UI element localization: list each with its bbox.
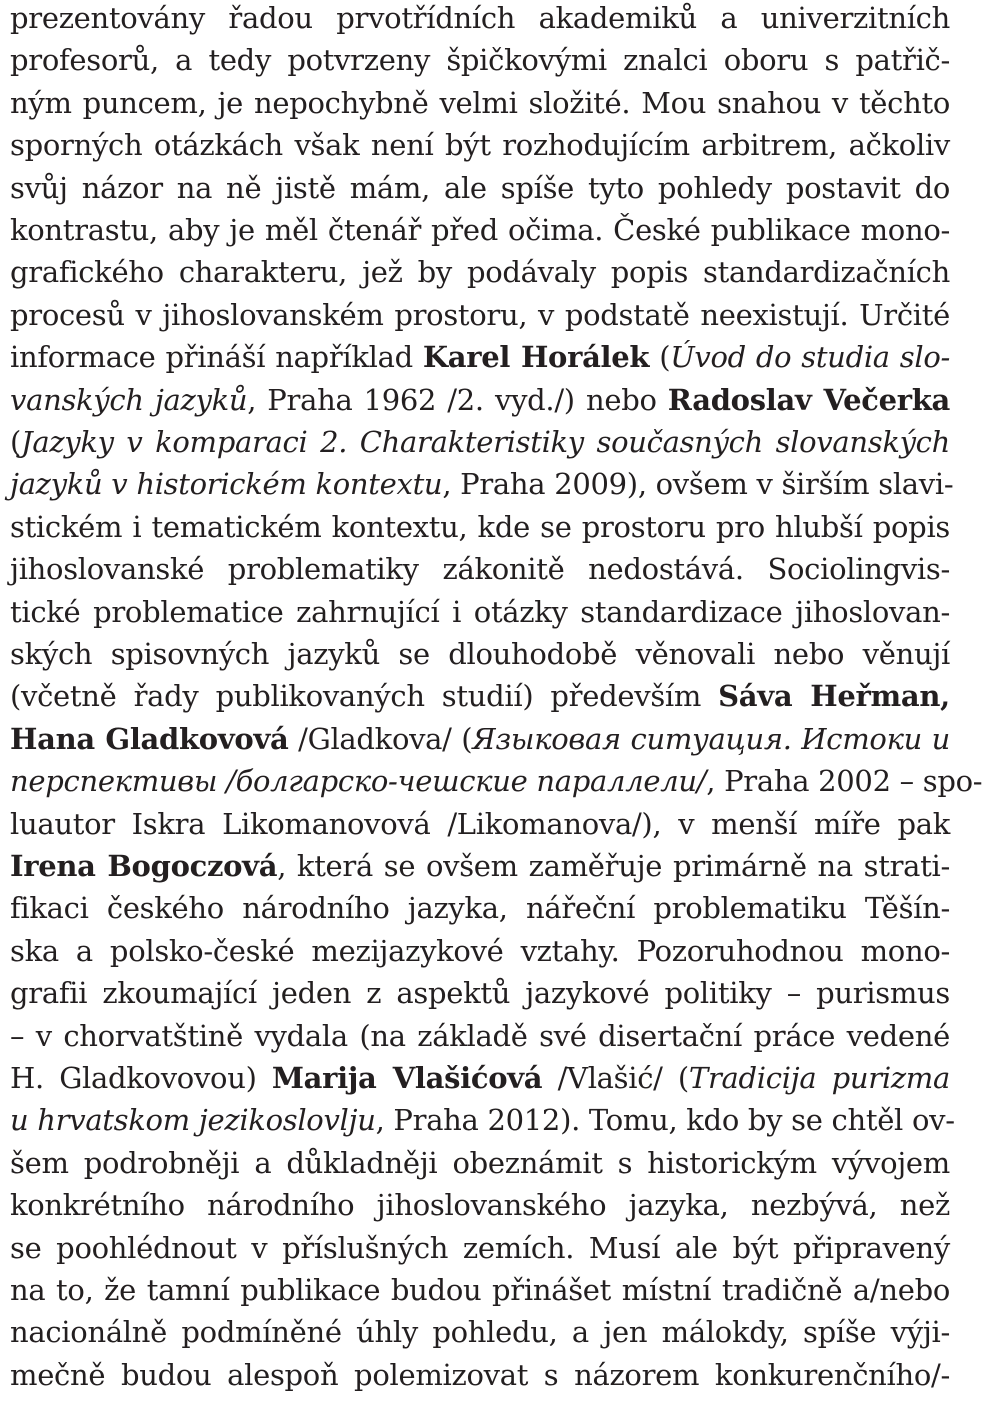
italic-title: vanských jazyků	[10, 382, 248, 417]
body-text: svůj názor na ně jistě mám, ale spíše tyto pohledy postavit do	[10, 170, 950, 205]
text-line	[10, 464, 954, 504]
text-line	[10, 83, 950, 123]
body-text: prezentovány řadou prvotřídních akademiků a univerzitních	[10, 1, 950, 35]
body-text: ným puncem, je nepochybně velmi složité. Mou snahou v těchto	[10, 85, 950, 120]
text-line	[10, 1228, 950, 1268]
body-text: ských spisovných jazyků se dlouhodobě věnovali nebo věnují	[10, 637, 950, 671]
italic-title: u hrvatskom jezikoslovlju	[10, 1103, 376, 1138]
body-text: , Praha 2009), ovšem v širším slavi-	[442, 467, 954, 502]
italic-title: Tradicija purizma	[688, 1061, 950, 1095]
text-line	[10, 1355, 950, 1395]
body-text: procesů v jihoslovanském prostoru, v podstatě neexistují. Určité	[10, 297, 950, 332]
body-text: /Vlašić/ (	[542, 1061, 689, 1095]
body-text: mečně budou alespoň polemizovat s názorem konkurenčního/-	[10, 1357, 950, 1392]
bold-name: Karel Horálek	[422, 340, 650, 375]
text-line	[10, 931, 950, 971]
text-line	[10, 40, 950, 80]
text-line	[10, 422, 950, 462]
bold-name: Sáva Heřman,	[718, 679, 950, 714]
body-text: jihoslovanské problematiky zákonitě nedostává. Sociolingvis-	[10, 552, 950, 587]
body-text: H. Gladkovovou)	[10, 1061, 272, 1095]
text-line	[10, 1185, 950, 1225]
body-text: tické problematice zahrnující i otázky standardizace jihoslovan-	[10, 594, 950, 629]
body-text: nacionálně podmíněné úhly pohledu, a jen málokdy, spíše výji-	[10, 1315, 950, 1350]
body-text: fikaci českého národního jazyka, nářeční problematiku Těšín-	[10, 891, 950, 926]
text-line	[10, 295, 950, 335]
bold-name: Marija Vlašićová	[271, 1061, 543, 1095]
bold-name: Radoslav Večerka	[667, 382, 950, 417]
body-text: se poohlédnout v příslušných zemích. Musí ale být připravený	[10, 1230, 950, 1265]
text-line	[10, 888, 950, 928]
body-text: stickém i tematickém kontextu, kde se prostoru pro hlubší popis	[10, 509, 950, 544]
body-text: kontrastu, aby je měl čtenář před očima. České publikace mono-	[10, 213, 950, 247]
text-line	[10, 1270, 950, 1310]
text-line	[10, 634, 950, 674]
text-line	[10, 507, 950, 547]
text-line	[10, 380, 950, 420]
italic-title: Úvod do studia slo-	[670, 340, 950, 375]
italic-title: перспективы /болгарско-чешские параллели/	[10, 764, 707, 799]
body-text: – v chorvatštině vydala (na základě své disertační práce vedené	[10, 1018, 950, 1053]
text-line	[10, 1100, 955, 1140]
text-line	[10, 252, 950, 292]
text-line	[10, 125, 950, 165]
body-text: (	[649, 340, 671, 375]
body-text: profesorů, a tedy potvrzeny špičkovými znalci oboru s patřič-	[10, 43, 950, 78]
body-text: na to, že tamní publikace budou přinášet místní tradičně a/nebo	[10, 1273, 950, 1307]
body-text: , která se ovšem zaměřuje primárně na strati-	[277, 849, 950, 883]
body-text: šem podrobněji a důkladněji obeznámit s historickým vývojem	[10, 1145, 950, 1180]
body-text: sporných otázkách však není být rozhodujícím arbitrem, ačkoliv	[10, 128, 950, 163]
bold-name: Irena Bogoczová	[10, 849, 278, 883]
text-line	[10, 592, 950, 632]
text-line	[10, 168, 950, 208]
body-text: luautor Iskra Likomanovová /Likomanova/), v menší míře pak	[10, 806, 950, 841]
text-line	[10, 719, 950, 759]
bold-name: Hana Gladkovová	[10, 721, 289, 756]
italic-title: jazyků v historickém kontextu	[10, 467, 443, 502]
italic-title: Jazyky v komparaci 2. Charakteristiky současných slovanských	[21, 425, 950, 459]
text-line	[10, 1143, 950, 1183]
body-text: /Gladkova/ (	[288, 721, 473, 756]
body-text: , Praha 1962 /2. vyd./) nebo	[247, 382, 668, 417]
body-text: grafického charakteru, jež by podávaly popis standardizačních	[10, 255, 950, 290]
body-text: , Praha 2002 – spo-	[706, 764, 982, 799]
body-text: , Praha 2012). Tomu, kdo by se chtěl ov-	[375, 1103, 955, 1138]
text-line	[10, 1312, 950, 1352]
text-line	[10, 0, 950, 38]
text-line	[10, 761, 982, 801]
text-line	[10, 210, 950, 250]
text-line	[10, 804, 950, 844]
italic-title: Языковая ситуация. Истоки и	[472, 721, 950, 756]
text-line	[10, 1016, 950, 1056]
body-text: (včetně řady publikovaných studií) především	[10, 679, 719, 714]
text-line	[10, 1058, 950, 1098]
body-text: (	[10, 425, 22, 459]
body-text: informace přináší například	[10, 340, 423, 375]
text-line	[10, 337, 950, 377]
body-text: konkrétního národního jihoslovanského jazyka, nezbývá, než	[10, 1188, 950, 1223]
text-line	[10, 973, 950, 1013]
text-line	[10, 676, 950, 716]
text-line	[10, 549, 950, 589]
text-line	[10, 846, 950, 886]
body-text: ska a polsko-české mezijazykové vztahy. Pozoruhodnou mono-	[10, 933, 950, 968]
body-text: grafii zkoumající jeden z aspektů jazykové politiky – purismus	[10, 976, 950, 1011]
